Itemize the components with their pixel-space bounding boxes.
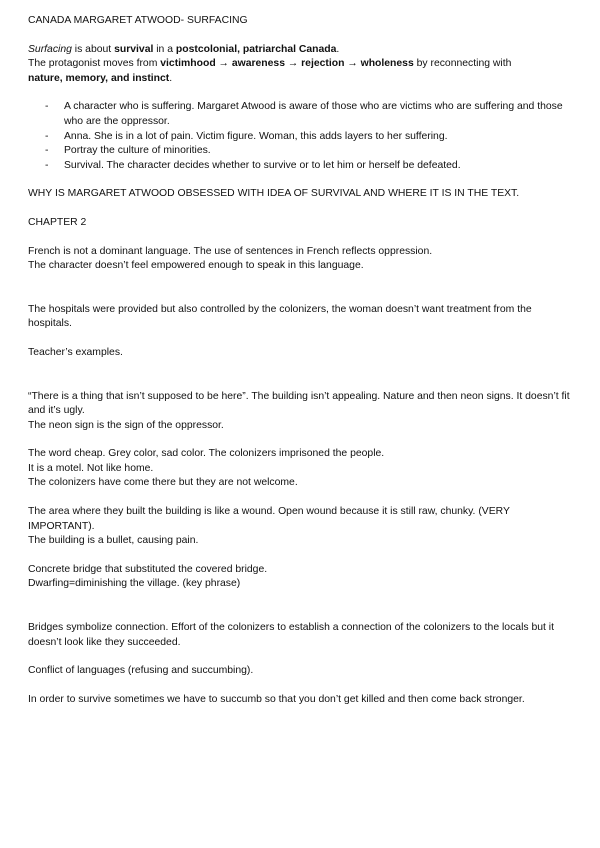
- paragraph-thing: [28, 390, 572, 434]
- intro-text: in a: [153, 43, 176, 55]
- paragraph-bridges-connection: Bridges symbolize connection. Effort of the colonizers to establish a connection of the colonizers to the locals but it doesn’t look like they succeeded.: [28, 622, 554, 648]
- paragraph-line: It is a motel. Not like home.: [28, 462, 154, 474]
- paragraph-line: The word cheap. Grey color, sad color. The colonizers imprisoned the people.: [28, 448, 385, 460]
- paragraph-line: The neon sign is the sign of the oppressor.: [28, 419, 224, 431]
- paragraph-line: French is not a dominant language. The use of sentences in French reflects oppression.: [28, 245, 433, 257]
- list-item: [28, 100, 572, 129]
- paragraph-line: Dwarfing=diminishing the village. (key phrase): [28, 578, 241, 590]
- intro-keyword-survival: survival: [114, 43, 154, 55]
- paragraph-line: The colonizers have come there but they are not welcome.: [28, 477, 298, 489]
- intro-setting: postcolonial, patriarchal Canada: [175, 43, 337, 55]
- intro-path: victimhood → awareness → rejection → wholeness: [160, 58, 414, 70]
- paragraph-line: “There is a thing that isn’t supposed to be here”. The building isn’t appealing. Nature and then neon signs. It doesn’t fit and it’s ugly.: [28, 390, 570, 417]
- paragraph-survive: In order to survive sometimes we have to succumb so that you don’t get killed and then come back stronger.: [28, 693, 525, 705]
- bullet-text: Survival. The character decides whether to survive or to let him or herself be defeated.: [64, 159, 461, 171]
- book-title: Surfacing: [28, 43, 72, 55]
- intro-text: is about: [71, 43, 115, 55]
- bullet-list: [28, 100, 572, 173]
- intro-text: by reconnecting with: [413, 58, 512, 70]
- paragraph-line: The building is a bullet, causing pain.: [28, 535, 199, 547]
- paragraph-cheap: [28, 447, 572, 491]
- paragraph-french: [28, 245, 572, 274]
- question-heading: WHY IS MARGARET ATWOOD OBSESSED WITH IDEA OF SURVIVAL AND WHERE IT IS IN THE TEXT.: [28, 188, 520, 200]
- paragraph-teacher: Teacher’s examples.: [28, 346, 123, 358]
- paragraph-line: The character doesn’t feel empowered enough to speak in this language.: [28, 260, 364, 272]
- bullet-marker: -: [45, 130, 49, 142]
- paragraph-bridge: [28, 563, 572, 592]
- document-title: CANADA MARGARET ATWOOD- SURFACING: [28, 15, 248, 26]
- intro-reconnection: nature, memory, and instinct: [28, 72, 170, 84]
- list-item: [28, 159, 572, 174]
- bullet-text: Anna. She is in a lot of pain. Victim figure. Woman, this adds layers to her suffering.: [64, 130, 448, 142]
- intro-text: The protagonist moves from: [28, 58, 161, 70]
- paragraph-wound: [28, 505, 572, 549]
- intro-text: .: [336, 43, 340, 55]
- paragraph-conflict: Conflict of languages (refusing and succumbing).: [28, 665, 254, 677]
- bullet-text: Portray the culture of minorities.: [64, 145, 211, 157]
- paragraph-line: Concrete bridge that substituted the covered bridge.: [28, 563, 268, 575]
- intro-line-2: [28, 57, 572, 86]
- bullet-marker: -: [45, 145, 49, 157]
- intro-paragraph: [28, 43, 572, 87]
- intro-line-1: [28, 43, 572, 58]
- list-item: [28, 130, 572, 145]
- chapter-heading: CHAPTER 2: [28, 216, 87, 228]
- paragraph-line: The area where they built the building is like a wound. Open wound because it is still raw, chunky. (VERY IMPORTANT).: [28, 506, 510, 532]
- paragraph-hospitals: The hospitals were provided but also controlled by the colonizers, the woman doesn’t want treatment from the hospitals.: [28, 303, 532, 330]
- list-item: [28, 144, 572, 159]
- bullet-text: A character who is suffering. Margaret Atwood is aware of those who are victims who are suffering and those who are the oppressor.: [64, 101, 563, 127]
- bullet-marker: -: [45, 159, 49, 171]
- intro-text: .: [169, 72, 173, 84]
- bullet-marker: -: [45, 101, 49, 113]
